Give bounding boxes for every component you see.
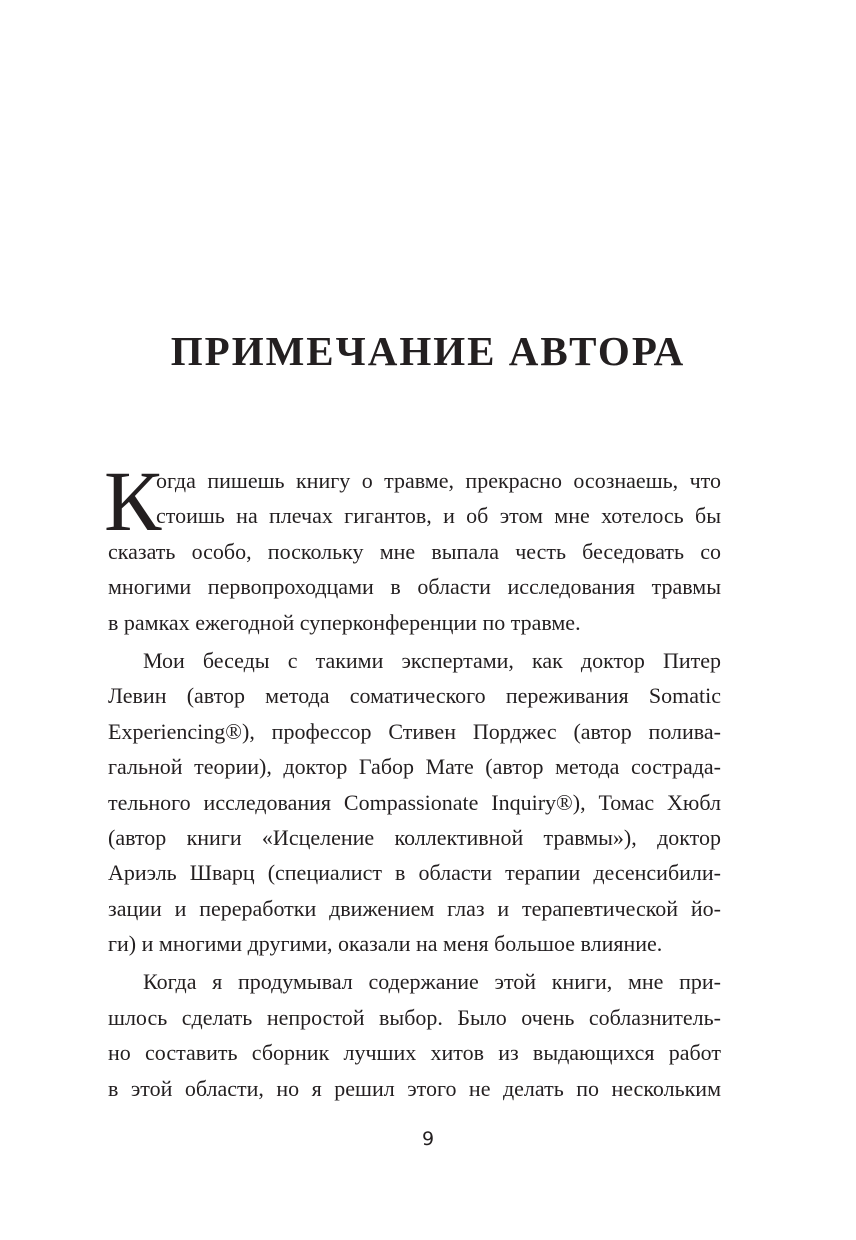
body-text [104, 453, 721, 1106]
page-title: ПРИМЕЧАНИЕ АВТОРА [170, 328, 686, 374]
text-line: ги) и многими другими, оказали на меня большое влияние. [108, 931, 663, 957]
page-number: 9 [421, 1128, 435, 1150]
text-line: тельного исследования Compassionate Inquiry®), Томас Хюбл [108, 789, 721, 815]
text-line: многими первопроходцами в области исследования травмы [108, 574, 721, 600]
text-line: Когда я продумывал содержание этой книги, мне при- [143, 969, 721, 995]
text-line: (автор книги «Исцеление коллективной травмы»), доктор [108, 824, 721, 850]
drop-cap: К [104, 453, 162, 549]
text-line: Experiencing®), профессор Стивен Порджес (автор полива- [108, 718, 721, 744]
text-line: стоишь на плечах гигантов, и об этом мне хотелось бы [156, 503, 721, 529]
text-line: шлось сделать непростой выбор. Было очень соблазнитель- [108, 1004, 721, 1030]
text-line: гальной теории), доктор Габор Мате (автор метода сострада- [108, 754, 721, 780]
text-line: огда пишешь книгу о травме, прекрасно осознаешь, что [156, 468, 721, 493]
text-line: в рамках ежегодной суперконференции по травме. [108, 609, 581, 635]
text-line: зации и переработки движением глаз и терапевтической йо- [108, 895, 721, 921]
text-line: но составить сборник лучших хитов из выдающихся работ [108, 1040, 721, 1066]
text-line: сказать особо, поскольку мне выпала честь беседовать со [108, 538, 721, 564]
paragraph-2 [108, 643, 721, 962]
text-line: Левин (автор метода соматического переживания Somatic [108, 683, 721, 709]
paragraph-1 [104, 453, 721, 640]
text-line: Ариэль Шварц (специалист в области терапии десенсибили- [108, 860, 721, 886]
paragraph-3 [108, 964, 721, 1106]
text-line: Мои беседы с такими экспертами, как доктор Питер [143, 647, 721, 673]
text-line: в этой области, но я решил этого не делать по нескольким [108, 1075, 721, 1101]
